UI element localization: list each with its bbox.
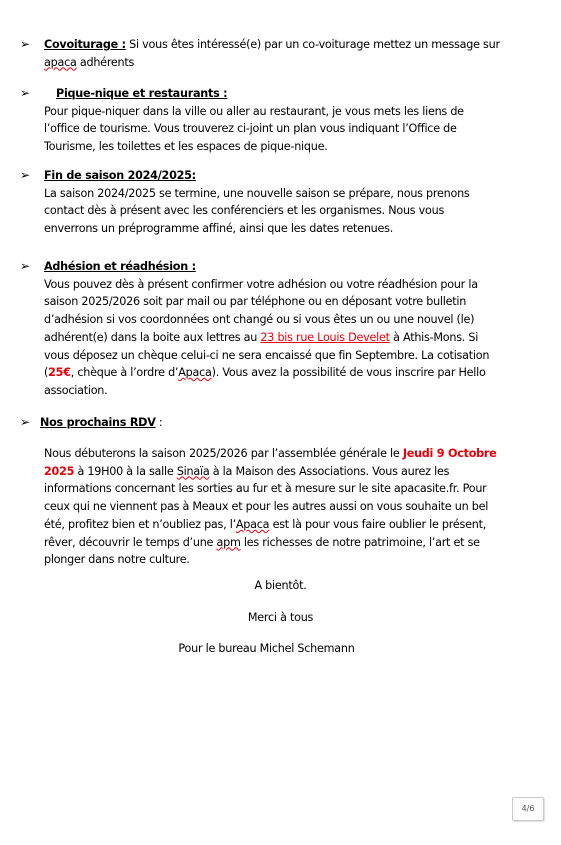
bullet-arrow-icon: ➢ [20,259,31,273]
closing-bientot: A bientôt. [254,579,307,592]
adhesion-body: Vous pouvez dès à présent confirmer votre adhésion ou votre réadhésion pour la saison 2025/2026 soit par mail ou par téléphone ou en déposant votre bulletin d’adhésion si vos coordonnées ont changé ou si vous êtes un ou une nouvel (le) adhérent(e) dans la boite aux lettres au 23 bis rue Louis Develet à Athis-Mons. Si vous déposez un chèque celui-ci ne sera encaissé que fin Septembre. La cotisation (25€, chèque à l’ordre d’Apaca). Vous avez la possibilité de vous inscrire par Hello association. [44,277,490,397]
covoiturage-line-1: Covoiturage : Si vous êtes intéressé(e) par un co-voiturage mettez un message sur [44,38,500,51]
adhesion-title-line [44,258,196,276]
piquenique-title: Pique-nique et restaurants : [56,87,228,100]
closing-signature: Pour le bureau Michel Schemann [178,642,355,655]
piquenique-title-line [56,85,227,103]
rdv-title-line: Nos prochains RDV : [40,416,163,429]
findesaison-title: Fin de saison 2024/2025: [44,169,196,182]
covoiturage-line-2: apaca adhérents [44,55,135,69]
page-number-badge: 4/6 [512,797,544,821]
bullet-arrow-icon: ➢ [20,37,31,51]
address-link[interactable]: 23 bis rue Louis Develet [260,330,390,344]
findesaison-body: La saison 2024/2025 se termine, une nouvelle saison se prépare, nous prenons contact dès à présent avec les conférenciers et les organismes. Nous vous enverrons un préprogramme affiné, ainsi que les dates retenues. [44,186,470,236]
bullet-arrow-icon: ➢ [20,168,31,182]
findesaison-title-line [44,167,196,185]
adhesion-title: Adhésion et réadhésion : [44,260,196,273]
piquenique-body: Pour pique-niquer dans la ville ou aller au restaurant, je vous mets les liens de l’office de tourisme. Vous trouverez ci-joint un plan vous indiquant l’Office de Tourisme, les toilettes et les espaces de pique-nique. [44,104,464,154]
rdv-title: Nos prochains RDV [40,416,156,429]
bullet-arrow-icon: ➢ [20,415,31,429]
covoiturage-title: Covoiturage : [44,38,126,51]
closing-merci: Merci à tous [247,611,314,624]
event-date: Jeudi 9 Octobre [402,447,497,460]
bullet-arrow-icon: ➢ [20,86,31,100]
rdv-body: Nous débuterons la saison 2025/2026 par l’assemblée générale le Jeudi 9 Octobre 2025 à 19H00 à la salle Sinaïa à la Maison des Associations. Vous aurez les informations concernant les sorties au fur et à mesure sur le site apacasite.fr. Pour ceux qui ne viennent pas à Meaux et pour les autres aussi on vous souhaite un bel été, profitez bien et n’oubliez pas, l’Apaca est là pour vous faire oublier le présent, rêver, découvrir le temps d’une apm les richesses de notre patrimoine, l’art et se plonger dans notre culture. [44,447,497,567]
price-label: 25€ [48,366,71,380]
